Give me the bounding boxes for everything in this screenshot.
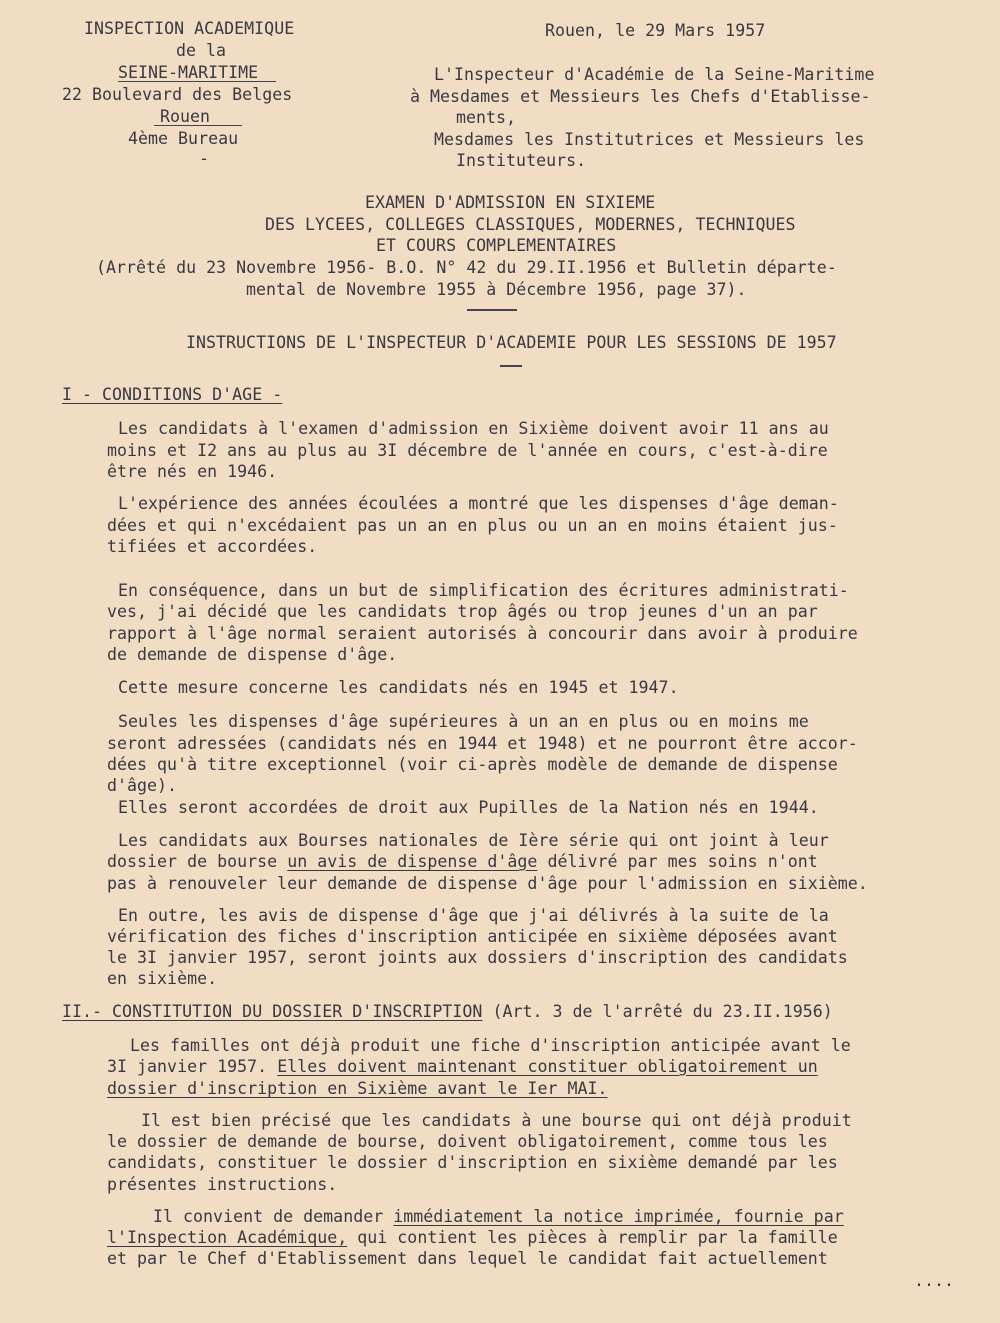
- underlined-phrase: Elles doivent maintenant constituer obligatoirement un: [277, 1057, 818, 1076]
- paragraph-line: Les candidats aux Bourses nationales de Ière série qui ont joint à leur: [118, 831, 829, 850]
- paragraph-line: le dossier de demande de bourse, doivent obligatoirement, comme tous les: [107, 1132, 828, 1151]
- paragraph-line: Cette mesure concerne les candidats nés en 1945 et 1947.: [118, 678, 679, 697]
- paragraph-line: [107, 1227, 838, 1248]
- paragraph-line: tifiées et accordées.: [107, 537, 318, 556]
- paragraph-line: vérification des fiches d'inscription anticipée en sixième déposées avant: [107, 927, 838, 946]
- paragraph-line: L'expérience des années écoulées a montré que les dispenses d'âge deman-: [118, 494, 839, 513]
- paragraph-line: Les candidats à l'examen d'admission en Sixième doivent avoir 11 ans au: [118, 419, 829, 438]
- paragraph-line: dées qu'à titre exceptionnel (voir ci-après modèle de demande de dispense: [107, 755, 838, 774]
- letter-date: Rouen, le 29 Mars 1957: [545, 21, 766, 40]
- continuation-dots: ....: [914, 1271, 955, 1290]
- section-heading: [62, 1001, 833, 1022]
- separator-rule: [500, 365, 522, 367]
- decree-reference: (Arrêté du 23 Novembre 1956- B.O. N° 42 du 29.II.1956 et Bulletin départe-: [96, 258, 837, 277]
- exam-title: ET COURS COMPLEMENTAIRES: [376, 236, 617, 255]
- underlined-phrase: l'Inspection Académique,: [107, 1228, 348, 1247]
- paragraph-line: [107, 1056, 818, 1077]
- paragraph-line: présentes instructions.: [107, 1175, 338, 1194]
- addressee-line: à Mesdames et Messieurs les Chefs d'Etablisse-: [410, 87, 871, 106]
- paragraph-line: Il est bien précisé que les candidats à une bourse qui ont déjà produit: [141, 1111, 852, 1130]
- text-run: dossier de bourse: [107, 852, 288, 871]
- paragraph-line: pas à renouveler leur demande de dispense d'âge pour l'admission en sixième.: [107, 874, 868, 893]
- section-heading: I - CONDITIONS D'AGE -: [62, 385, 283, 404]
- addressee-line: Mesdames les Institutrices et Messieurs les: [434, 130, 865, 149]
- exam-title: EXAMEN D'ADMISSION EN SIXIEME: [365, 193, 656, 212]
- text-run: 3I janvier 1957.: [107, 1057, 278, 1076]
- underlined-phrase: un avis de dispense d'âge: [287, 852, 538, 871]
- paragraph-line: Elles seront accordées de droit aux Pupilles de la Nation nés en 1944.: [118, 798, 819, 817]
- underline-rule: [154, 125, 242, 126]
- decree-reference: mental de Novembre 1955 à Décembre 1956, page 37).: [246, 280, 747, 299]
- addressee-line: L'Inspecteur d'Académie de la Seine-Maritime: [434, 65, 875, 84]
- paragraph-line: d'âge).: [107, 776, 178, 795]
- addressee-line: ments,: [456, 108, 517, 127]
- paragraph-line: [107, 851, 818, 872]
- paragraph-line: rapport à l'âge normal seraient autorisés à concourir dans avoir à produire: [107, 624, 858, 643]
- paragraph-line: en sixième.: [107, 969, 218, 988]
- section-heading-title: II.- CONSTITUTION DU DOSSIER D'INSCRIPTION: [62, 1002, 483, 1021]
- separator-rule: [467, 309, 517, 311]
- header-left-line: de la: [176, 41, 227, 60]
- paragraph-line: candidats, constituer le dossier d'inscription en sixième demandé par les: [107, 1153, 838, 1172]
- instructions-title: INSTRUCTIONS DE L'INSPECTEUR D'ACADEMIE POUR LES SESSIONS DE 1957: [186, 333, 837, 352]
- paragraph-line: et par le Chef d'Etablissement dans lequel le candidat fait actuellement: [107, 1249, 828, 1268]
- paragraph-line: En conséquence, dans un but de simplification des écritures administrati-: [118, 581, 849, 600]
- underline-rule: [118, 81, 276, 82]
- paragraph-line: le 3I janvier 1957, seront joints aux dossiers d'inscription des candidats: [107, 948, 848, 967]
- text-run: Il convient de demander: [153, 1207, 394, 1226]
- header-left-line: -: [199, 149, 210, 168]
- paragraph-line: ves, j'ai décidé que les candidats trop âgés ou trop jeunes d'un an par: [107, 602, 818, 621]
- underlined-phrase: dossier d'inscription en Sixième avant le Ier MAI.: [107, 1079, 608, 1098]
- header-left-line: 4ème Bureau: [128, 129, 239, 148]
- paragraph-line: [153, 1206, 844, 1227]
- text-run: qui contient les pièces à remplir par la famille: [347, 1228, 838, 1247]
- header-left-line: Rouen: [160, 107, 211, 126]
- paragraph-line: Seules les dispenses d'âge supérieures à un an en plus ou en moins me: [118, 712, 809, 731]
- header-left-line: SEINE-MARITIME: [118, 63, 259, 82]
- underlined-phrase: immédiatement la notice imprimée, fournie par: [393, 1207, 844, 1226]
- paragraph-line: dées et qui n'excédaient pas un an en plus ou un an en moins étaient jus-: [107, 516, 838, 535]
- paragraph-line: être nés en 1946.: [107, 462, 278, 481]
- paragraph-line: En outre, les avis de dispense d'âge que j'ai délivrés à la suite de la: [118, 906, 829, 925]
- header-left-line: INSPECTION ACADEMIQUE: [84, 19, 295, 38]
- section-heading-ref: (Art. 3 de l'arrêté du 23.II.1956): [482, 1002, 833, 1021]
- text-run: délivré par mes soins n'ont: [537, 852, 818, 871]
- paragraph-line: seront adressées (candidats nés en 1944 et 1948) et ne pourront être accor-: [107, 734, 858, 753]
- addressee-line: Instituteurs.: [456, 151, 587, 170]
- header-left-line: 22 Boulevard des Belges: [62, 85, 293, 104]
- paragraph-line: Les familles ont déjà produit une fiche d'inscription anticipée avant le: [130, 1036, 851, 1055]
- paragraph-line: moins et I2 ans au plus au 3I décembre de l'année en cours, c'est-à-dire: [107, 441, 828, 460]
- paragraph-line: de demande de dispense d'âge.: [107, 645, 398, 664]
- exam-title: DES LYCEES, COLLEGES CLASSIQUES, MODERNES, TECHNIQUES: [265, 215, 796, 234]
